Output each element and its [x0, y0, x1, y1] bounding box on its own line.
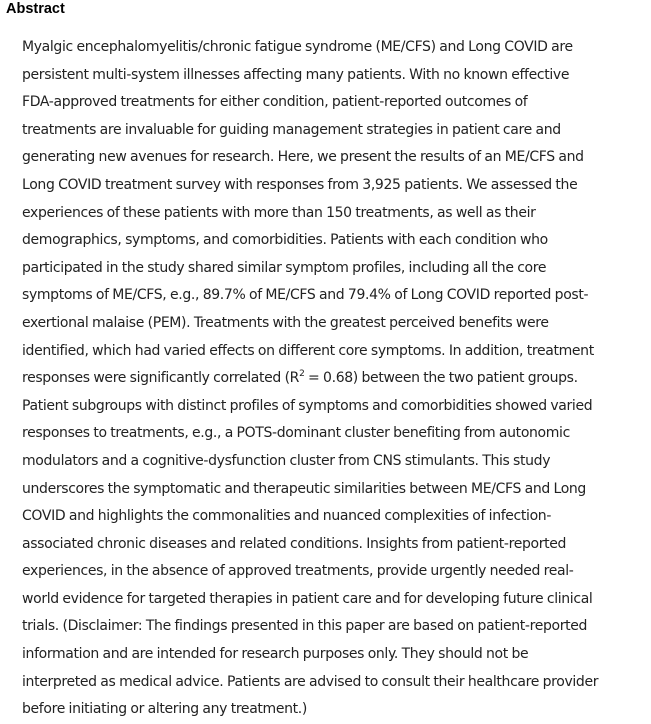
abstract-line: identified, which had varied effects on different core symptoms. In addition, treatment — [22, 342, 594, 359]
abstract-line: interpreted as medical advice. Patients are advised to consult their healthcare provider — [22, 673, 599, 690]
abstract-line: demographics, symptoms, and comorbidities. Patients with each condition who — [22, 232, 548, 249]
abstract-line: persistent multi-system illnesses affecting many patients. With no known effective — [22, 66, 570, 83]
abstract-line: underscores the symptomatic and therapeutic similarities between ME/CFS and Long — [22, 480, 586, 497]
abstract-line: modulators and a cognitive-dysfunction cluster from CNS stimulants. This study — [22, 452, 551, 469]
abstract-heading: Abstract — [6, 1, 65, 17]
abstract-line: world evidence for targeted therapies in patient care and for developing future clinical — [22, 590, 593, 607]
abstract-line: symptoms of ME/CFS, e.g., 89.7% of ME/CFS and 79.4% of Long COVID reported post- — [22, 287, 589, 304]
abstract-line: associated chronic diseases and related conditions. Insights from patient-reported — [22, 535, 567, 552]
abstract-line: participated in the study shared similar symptom profiles, including all the core — [22, 259, 547, 276]
abstract-line: Long COVID treatment survey with responses from 3,925 patients. We assessed the — [22, 176, 578, 193]
abstract-line: information and are intended for research purposes only. They should not be — [22, 646, 529, 663]
r2-superscript: 2 — [299, 369, 305, 380]
abstract-line: before initiating or altering any treatment.) — [22, 701, 307, 718]
abstract-line: exertional malaise (PEM). Treatments with the greatest perceived benefits were — [22, 314, 549, 331]
abstract-line: generating new avenues for research. Here, we present the results of an ME/CFS and — [22, 149, 584, 166]
abstract-line: responses to treatments, e.g., a POTS-dominant cluster benefiting from autonomic — [22, 425, 570, 442]
abstract-line: experiences, in the absence of approved treatments, provide urgently needed real- — [22, 563, 574, 580]
abstract-body — [22, 34, 650, 724]
abstract-line: experiences of these patients with more than 150 treatments, as well as their — [22, 204, 536, 221]
abstract-line: treatments are invaluable for guiding management strategies in patient care and — [22, 121, 561, 138]
abstract-line: Patient subgroups with distinct profiles of symptoms and comorbidities showed varied — [22, 397, 593, 414]
abstract-line: Myalgic encephalomyelitis/chronic fatigue syndrome (ME/CFS) and Long COVID are — [22, 39, 573, 55]
abstract-line: trials. (Disclaimer: The findings presented in this paper are based on patient-reported — [22, 618, 588, 635]
r2-text-after: = 0.68) between the two patient groups. — [304, 370, 578, 387]
abstract-line: FDA-approved treatments for either condition, patient-reported outcomes of — [22, 94, 528, 111]
abstract-line: COVID and highlights the commonalities and nuanced complexities of infection- — [22, 508, 552, 525]
r2-text-before: responses were significantly correlated (R — [22, 370, 300, 387]
abstract-line-r-squared — [22, 365, 650, 393]
